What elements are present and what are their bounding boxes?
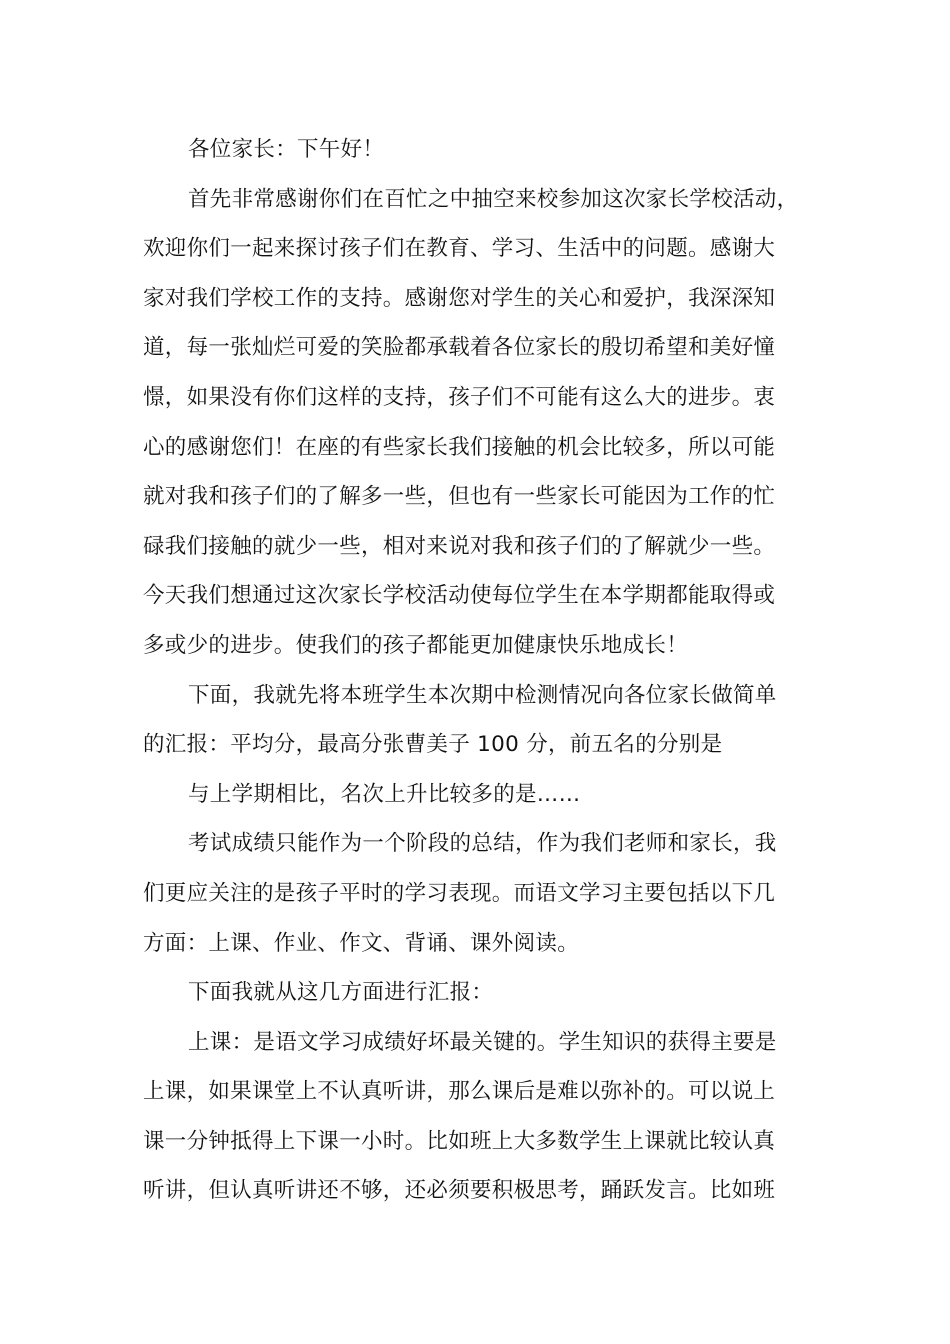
text-line-16: 们更应关注的是孩子平时的学习表现。而语文学习主要包括以下几 xyxy=(143,880,776,906)
text-line-4: 家对我们学校工作的支持。感谢您对学生的关心和爱护，我深深知 xyxy=(143,285,776,311)
text-line-6: 憬，如果没有你们这样的支持，孩子们不可能有这么大的进步。衷 xyxy=(143,384,776,410)
text-line-5: 道，每一张灿烂可爱的笑脸都承载着各位家长的殷切希望和美好憧 xyxy=(143,335,776,361)
text-line-2: 首先非常感谢你们在百忙之中抽空来校参加这次家长学校活动， xyxy=(188,186,799,212)
text-line-11: 多或少的进步。使我们的孩子都能更加健康快乐地成长！ xyxy=(143,632,689,658)
text-line-17: 方面：上课、作业、作文、背诵、课外阅读。 xyxy=(143,930,580,956)
text-line-12: 下面，我就先将本班学生本次期中检测情况向各位家长做简单 xyxy=(188,682,777,708)
text-line-15: 考试成绩只能作为一个阶段的总结，作为我们老师和家长，我 xyxy=(188,831,777,857)
text-line-13: 的汇报：平均分，最高分张曹美子 100 分，前五名的分别是 xyxy=(143,732,723,758)
text-line-20: 上课，如果课堂上不认真听讲，那么课后是难以弥补的。可以说上 xyxy=(143,1079,776,1105)
text-line-10: 今天我们想通过这次家长学校活动使每位学生在本学期都能取得或 xyxy=(143,583,776,609)
text-line-22: 听讲，但认真听讲还不够，还必须要积极思考，踊跃发言。比如班 xyxy=(143,1178,776,1204)
text-line-21: 课一分钟抵得上下课一小时。比如班上大多数学生上课就比较认真 xyxy=(143,1128,776,1154)
text-line-14: 与上学期相比，名次上升比较多的是…… xyxy=(188,781,581,807)
document-body xyxy=(143,125,815,1216)
text-line-19: 上课：是语文学习成绩好坏最关键的。学生知识的获得主要是 xyxy=(188,1029,777,1055)
text-line-3: 欢迎你们一起来探讨孩子们在教育、学习、生活中的问题。感谢大 xyxy=(143,236,776,262)
text-line-9: 碌我们接触的就少一些，相对来说对我和孩子们的了解就少一些。 xyxy=(143,533,776,559)
text-line-1: 各位家长：下午好！ xyxy=(188,137,385,162)
text-line-8: 就对我和孩子们的了解多一些，但也有一些家长可能因为工作的忙 xyxy=(143,484,776,510)
text-line-7: 心的感谢您们！在座的有些家长我们接触的机会比较多，所以可能 xyxy=(143,434,776,460)
text-line-18: 下面我就从这几方面进行汇报： xyxy=(188,980,494,1006)
